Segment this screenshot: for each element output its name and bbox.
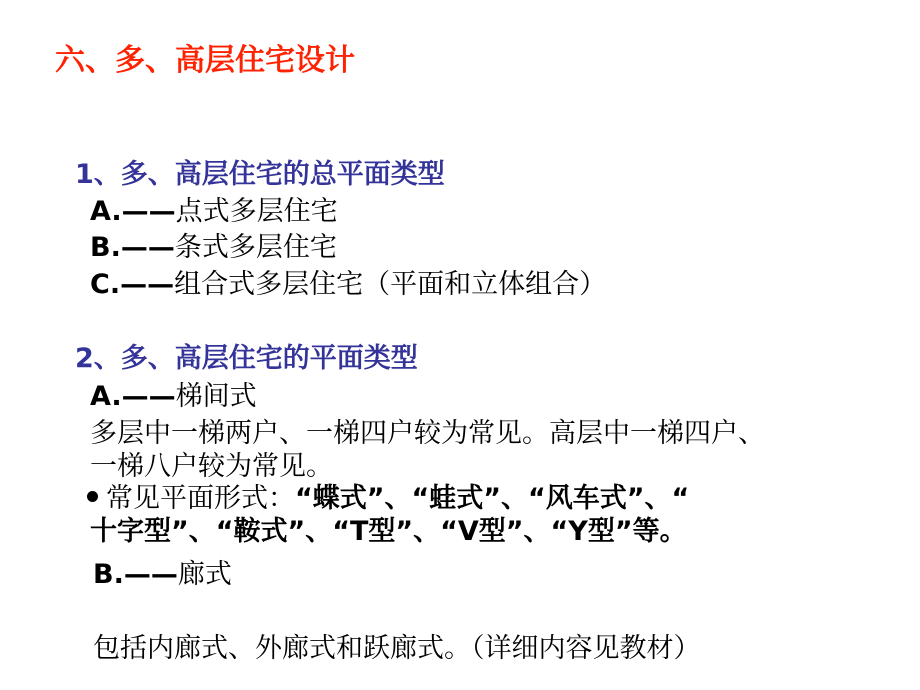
item-letter: B.—— bbox=[93, 559, 178, 590]
section1-heading: 1、多、高层住宅的总平面类型 bbox=[75, 159, 445, 190]
bullet-line1 bbox=[87, 482, 689, 516]
section2-item-a bbox=[90, 380, 257, 414]
section2-item-b bbox=[93, 558, 232, 592]
item-text: 点式多层住宅 bbox=[175, 196, 338, 227]
item-text: 廊式 bbox=[177, 559, 232, 590]
section2-a-desc-line2: 一梯八户较为常见。 bbox=[90, 451, 333, 482]
item-letter: A.—— bbox=[90, 381, 176, 412]
bullet-items: “蝶式”、“蛙式”、“风车式”、“ bbox=[295, 483, 690, 514]
section2-heading: 2、多、高层住宅的平面类型 bbox=[75, 343, 418, 374]
bullet-line2: 十字型”、“鞍式”、“T型”、“V型”、“Y型”等。 bbox=[90, 516, 687, 547]
item-text: 条式多层住宅 bbox=[174, 232, 337, 263]
slide-title: 六、多、高层住宅设计 bbox=[55, 43, 355, 78]
item-letter: A.—— bbox=[90, 196, 176, 227]
item-letter: C.—— bbox=[90, 269, 175, 300]
section2-a-desc-line1: 多层中一梯两户、一梯四户较为常见。高层中一梯四户、 bbox=[90, 418, 765, 449]
item-text: 梯间式 bbox=[175, 381, 257, 412]
item-letter: B.—— bbox=[90, 232, 175, 263]
section1-item-c bbox=[90, 268, 606, 302]
section1-item-a bbox=[90, 195, 338, 229]
item-text: 组合式多层住宅（平面和立体组合） bbox=[174, 269, 607, 300]
section1-item-b bbox=[90, 231, 337, 265]
bullet-icon bbox=[87, 491, 98, 502]
bullet-prefix: 常见平面形式： bbox=[106, 483, 295, 514]
section2-b-desc: 包括内廊式、外廊式和跃廊式。（详细内容见教材） bbox=[93, 633, 701, 664]
